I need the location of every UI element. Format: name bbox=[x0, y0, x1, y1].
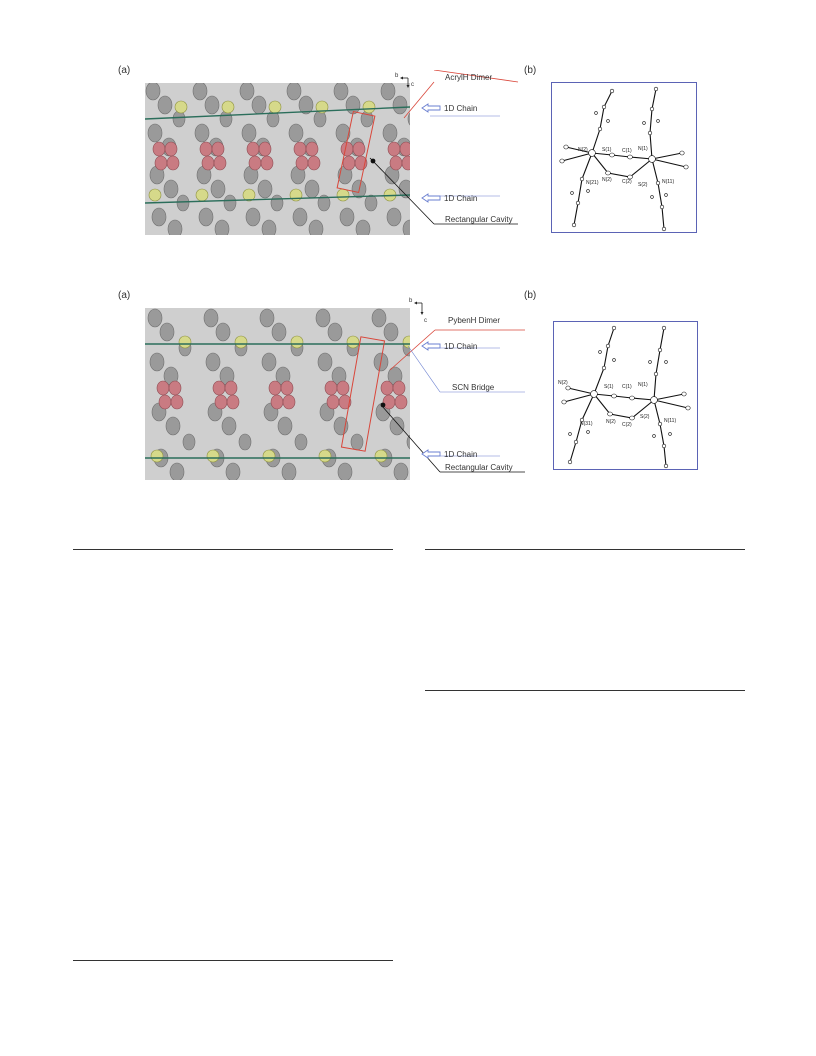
figure2-atom-c1: C(1) bbox=[622, 384, 632, 390]
figure1-axis-c-label: c bbox=[411, 82, 414, 88]
figure2-panel-b-label: (b) bbox=[524, 290, 537, 301]
figure1-axis-b-label: b bbox=[395, 73, 399, 79]
figure1-atom-s2: S(2) bbox=[638, 182, 648, 188]
figure2-chain-bottom-callout: 1D Chain bbox=[444, 450, 478, 459]
right-table-top-rule bbox=[425, 549, 745, 550]
figure1-atom-n2-left: N(2) bbox=[578, 147, 588, 153]
figure1-atom-n21: N(21) bbox=[586, 180, 599, 186]
figure2-atom-n11: N(11) bbox=[664, 418, 677, 424]
figure1-atom-s1: S(1) bbox=[602, 147, 612, 153]
figure2-atom-n1: N(1) bbox=[638, 382, 648, 388]
figure2-atom-n2-left: N(2) bbox=[558, 380, 568, 386]
figure2-atom-n31: N(31) bbox=[580, 421, 593, 427]
figure2-panel-a-label: (a) bbox=[118, 290, 131, 301]
figure1-cavity-callout: Rectangular Cavity bbox=[445, 215, 513, 224]
figure1-dimer-callout: AcrylH Dimer bbox=[445, 73, 493, 82]
figure2-atom-n2-mid: N(2) bbox=[606, 419, 616, 425]
figure1-panel-b-label: (b) bbox=[524, 65, 537, 76]
figure2-chain-bottom-arrow-icon bbox=[421, 449, 441, 459]
figure2-atom-s2: S(2) bbox=[640, 414, 650, 420]
figure1-atom-c1: C(1) bbox=[622, 148, 632, 154]
left-table-top-rule bbox=[73, 549, 393, 550]
figure1-chain-top-arrow-icon bbox=[421, 103, 441, 113]
figure1-atom-n1: N(1) bbox=[638, 146, 648, 152]
figure1-atom-n2-mid: N(2) bbox=[602, 177, 612, 183]
figure1-ortep-structure-svg bbox=[552, 83, 696, 232]
figure2-chain-top-arrow-icon bbox=[421, 341, 441, 351]
figure1-atom-n11: N(11) bbox=[662, 179, 675, 185]
figure2-ortep-structure-svg bbox=[554, 322, 697, 469]
figure2-axis-b-label: b bbox=[409, 298, 413, 304]
figure1-panel-a-label: (a) bbox=[118, 65, 131, 76]
figure2-bridge-callout: SCN Bridge bbox=[452, 383, 495, 392]
figure1-chain-bottom-arrow-icon bbox=[421, 193, 441, 203]
figure1-callout-lines bbox=[340, 70, 540, 235]
figure1-chain-bottom-callout: 1D Chain bbox=[444, 194, 478, 203]
figure2-ortep-panel bbox=[553, 321, 698, 470]
figure2-chain-top-callout: 1D Chain bbox=[444, 342, 478, 351]
figure2-axis-c-label: c bbox=[424, 318, 427, 324]
figure1-ortep-panel bbox=[551, 82, 697, 233]
figure1-atom-c2: C(2) bbox=[622, 179, 632, 185]
figure1-chain-top-callout: 1D Chain bbox=[444, 104, 478, 113]
right-table-bottom-rule bbox=[425, 690, 745, 691]
figure2-atom-c2: C(2) bbox=[622, 422, 632, 428]
figure2-atom-s1: S(1) bbox=[604, 384, 614, 390]
figure2-dimer-callout: PybenH Dimer bbox=[448, 316, 501, 325]
left-table-bottom-rule bbox=[73, 960, 393, 961]
figure2-cavity-callout: Rectangular Cavity bbox=[445, 463, 513, 472]
